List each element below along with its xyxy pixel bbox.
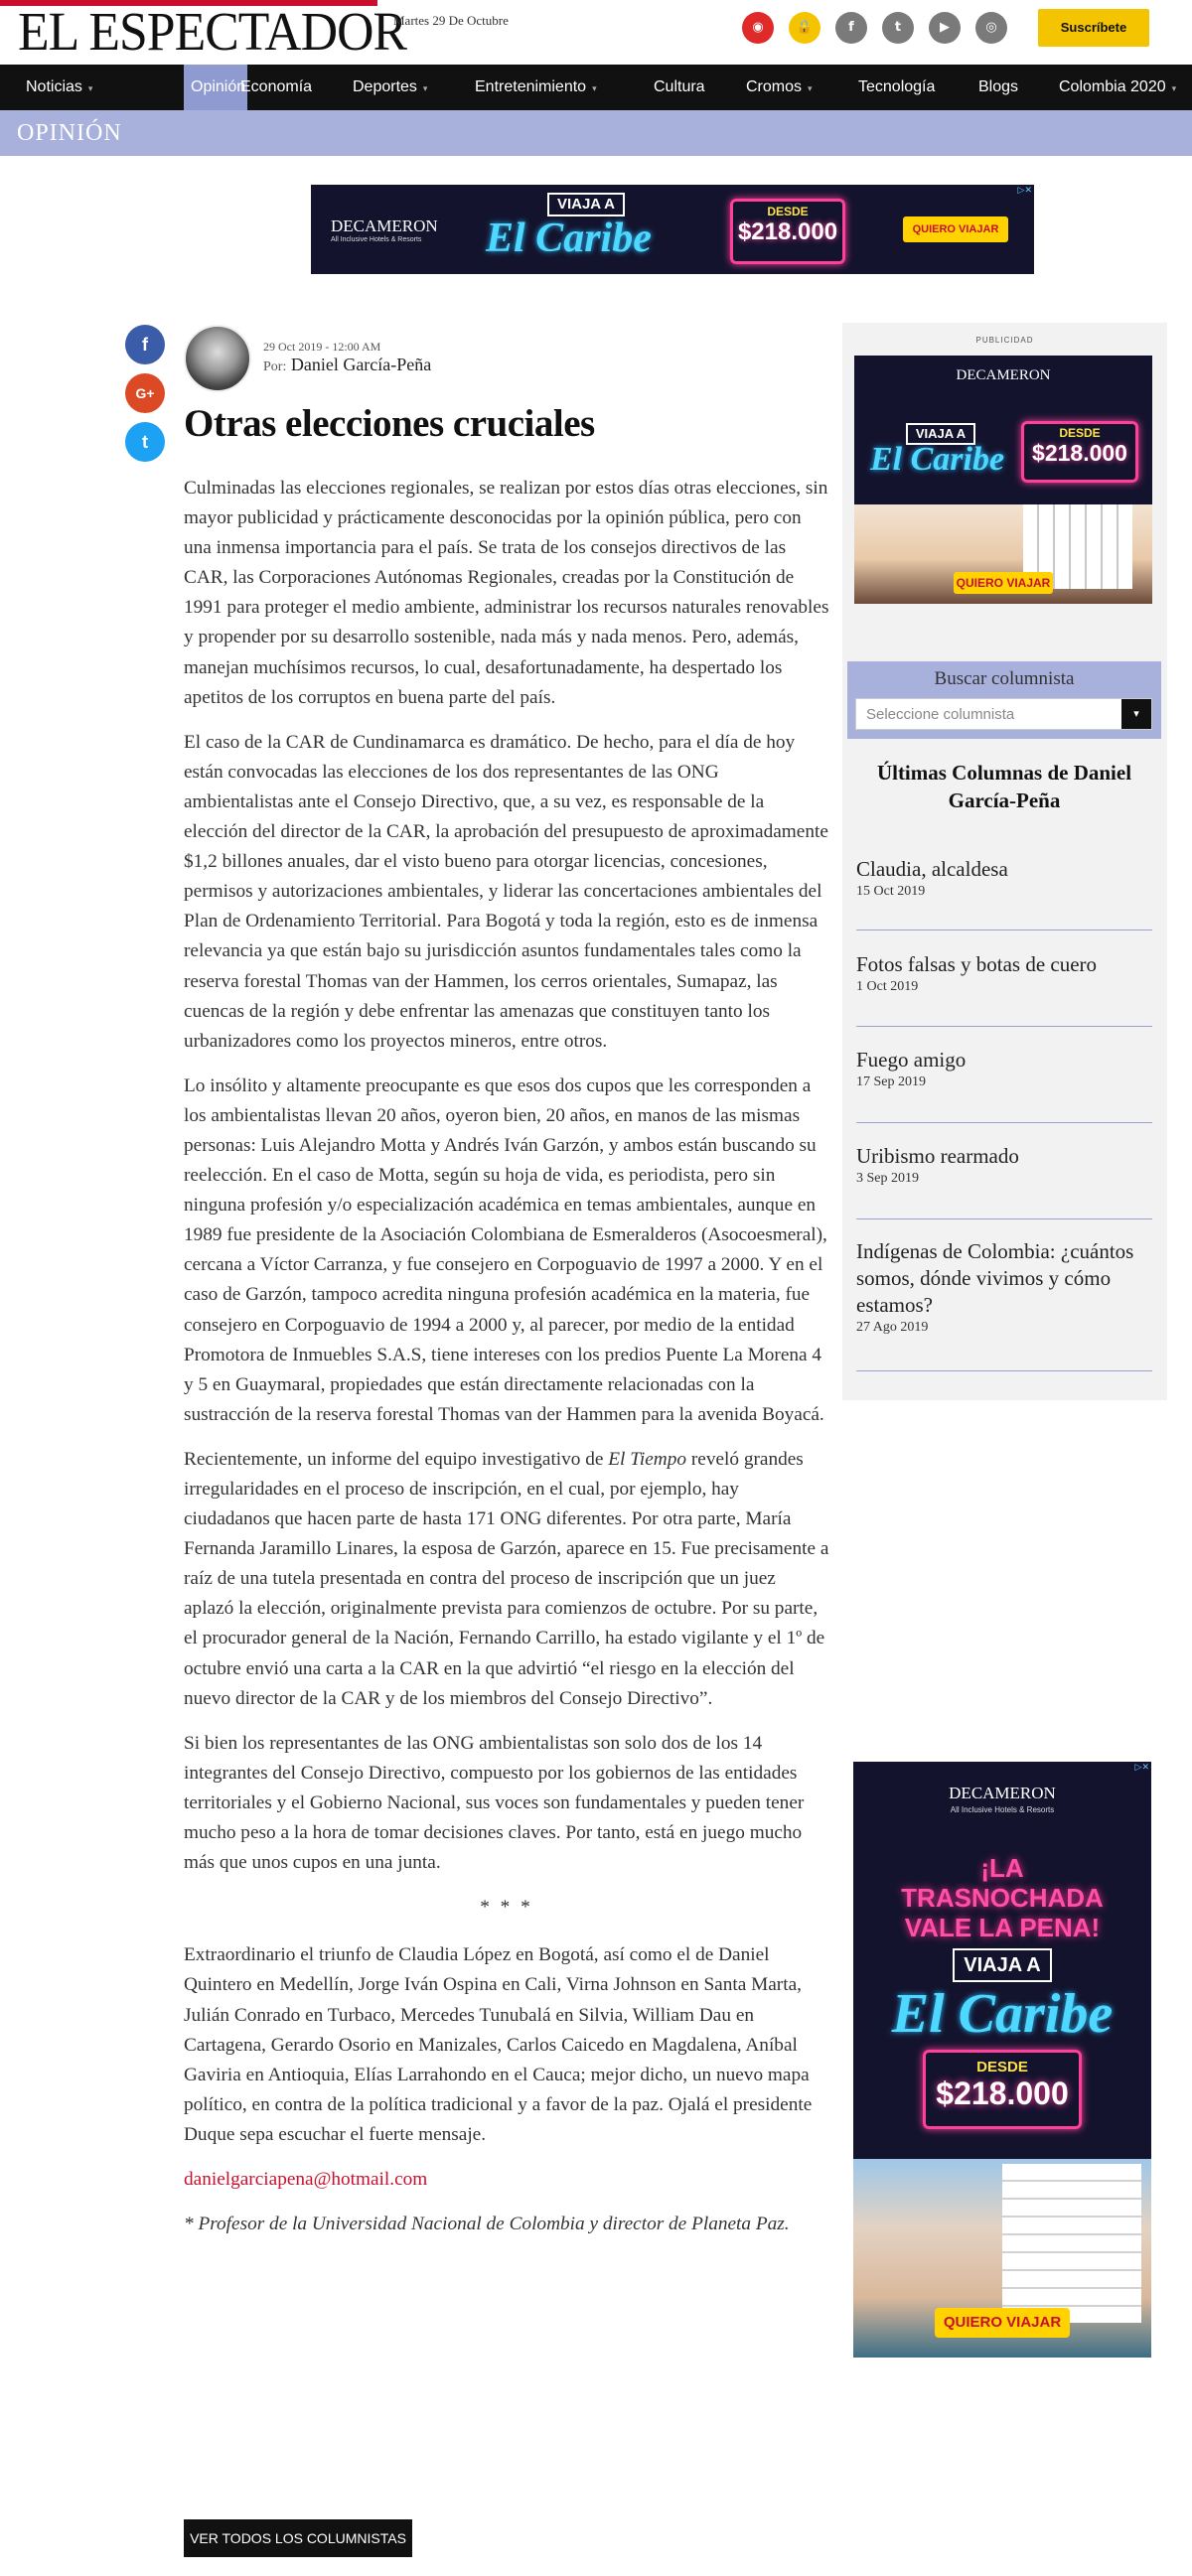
column-date: 15 Oct 2019: [856, 884, 926, 899]
article-paragraph: Culminadas las elecciones regionales, se realizan por estos días otras elecciones, sin mayor publicidad y prácticamente desconocidas por la opinión pública, pero con una inmensa importancia para el país. Se trata de los consejos directivos de las CAR, las Corporaciones Autónomas Regionales, creadas por la Constitución de 1991 para proteger el medio ambiente, administrar los recursos naturales renovables y propender por su desarrollo sostenible, nada más y nada menos. Pero, además, manejan muchísimos recursos, lo cual, desafortunadamente, ha despertado los apetitos de los corruptos en buena parte del país.: [184, 478, 829, 708]
ad-viaja: VIAJA A: [906, 423, 975, 445]
nav-item-cromos[interactable]: Cromos ▾: [746, 78, 813, 95]
ad-caribe: El Caribe: [870, 441, 1005, 478]
columnist-select-placeholder: Seleccione columnista: [866, 706, 1015, 723]
chevron-down-icon: ▾: [422, 83, 428, 93]
column-title[interactable]: Claudia, alcaldesa: [856, 857, 1008, 881]
author-email-link[interactable]: danielgarciapena@hotmail.com: [184, 2168, 428, 2190]
ad-price: $218.000: [936, 2075, 1069, 2111]
article-title: Otras elecciones cruciales: [184, 402, 595, 445]
article-paragraph: Extraordinario el triunfo de Claudia López en Bogotá, así como el de Daniel Quintero en Medellín, Jorge Iván Ospina en Cali, Virna Johnson en Santa Marta, Julián Conrado en Turbaco, Mercedes Tunubalá en Silvia, William Dau en Cartagena, Gerardo Osorio en Manizales, Carlos Caicedo en Magdalena, Aníbal Gaviria en Antioquia, Elías Larrahondo en el Cauca; mejor dicho, un nuevo mapa político, en contra de la política tradicional y a favor de la paz. Ojalá el presidente Duque sepa escuchar el fuerte mensaje.: [184, 1944, 813, 2145]
column-date: 3 Sep 2019: [856, 1171, 919, 1186]
column-item[interactable]: [856, 951, 1152, 995]
article-paragraph: Lo insólito y altamente preocupante es que esos dos cupos que les corresponden a los ambientalistas llevan 20 años, oyeron bien, 20 años, en manos de las mismas personas: Luis Alejandro Motta y Andrés Iván Garzón, y ambos están buscando su reelección. En el caso de Motta, según su hoja de vida, es periodista, pero sin ninguna profesión y/o especialización académica en temas ambientales, aunque en 1989 fue presidente de la Asociación Colombiana de Esmeralderos (Asocoesmeral), cercana a Víctor Carranza, y fue consejero en Corpoguavio de 1997 a 2000. Y en el caso de Garzón, tampoco acredita ninguna profesión académica en la materia, fue consejero en Corpoguavio de 1994 a 2000 y, al parecer, por medio de la entidad Promotora de Inmuebles S.A.S, tiene intereses con los predios Puente La Morena 4 y 5 en Guaymaral, propiedades que están directamente relacionadas con la sustracción de la reserva forestal Thomas van der Hammen para la avenida Boyacá.: [184, 1074, 827, 1425]
ad-brand: DECAMERON: [331, 216, 438, 235]
section-title: OPINIÓN: [17, 120, 122, 146]
chevron-down-icon: ▾: [808, 83, 813, 93]
instagram-stories-icon[interactable]: ◉: [742, 12, 774, 44]
column-item[interactable]: [856, 1238, 1152, 1336]
all-columnists-button[interactable]: VER TODOS LOS COLUMNISTAS: [184, 2519, 412, 2557]
youtube-icon[interactable]: ▶: [929, 12, 961, 44]
ad-cta-button[interactable]: QUIERO VIAJAR: [935, 2308, 1070, 2338]
main-nav: [0, 65, 1192, 110]
sidebar-ad[interactable]: [854, 356, 1152, 604]
ad-close-icon[interactable]: ▷✕: [1017, 186, 1032, 196]
columnist-search-title: Buscar columnista: [934, 668, 1075, 689]
instagram-icon[interactable]: ◎: [975, 12, 1007, 44]
ad-cta-button[interactable]: QUIERO VIAJAR: [903, 216, 1008, 242]
ad-price: $218.000: [1032, 440, 1127, 466]
ad-close-icon[interactable]: ▷✕: [1134, 1763, 1149, 1773]
nav-item-entretenimiento[interactable]: Entretenimiento ▾: [475, 78, 597, 95]
twitter-share-icon[interactable]: t: [125, 422, 165, 462]
column-item[interactable]: [856, 1143, 1152, 1187]
ad-price-frame: [730, 199, 845, 264]
column-title[interactable]: Fotos falsas y botas de cuero: [856, 952, 1098, 976]
ad-desde: DESDE: [1059, 426, 1101, 440]
chevron-down-icon: ▾: [592, 83, 597, 93]
nav-item-blogs[interactable]: Blogs: [978, 78, 1019, 95]
header-date: Martes 29 De Octubre: [393, 13, 509, 28]
facebook-share-icon[interactable]: f: [125, 325, 165, 364]
column-title[interactable]: Uribismo rearmado: [856, 1144, 1019, 1168]
nav-item-economia[interactable]: Economía: [240, 78, 313, 95]
ad-desde: DESDE: [976, 2059, 1028, 2075]
column-date: 17 Sep 2019: [856, 1074, 926, 1089]
site-logo[interactable]: EL ESPECTADOR: [18, 1, 407, 62]
nav-item-noticias[interactable]: Noticias ▾: [26, 78, 93, 95]
chevron-down-icon: ▾: [1171, 83, 1177, 93]
nav-item-colombia-2020[interactable]: Colombia 2020 ▾: [1059, 78, 1177, 95]
ad-desde: DESDE: [767, 205, 809, 218]
chevron-down-icon: ▾: [87, 83, 93, 93]
ad-viaja: VIAJA A: [547, 193, 625, 216]
google-plus-share-icon[interactable]: G+: [125, 373, 165, 413]
article-paragraph: Recientemente, un informe del equipo investigativo de El Tiempo reveló grandes irregularidades en el proceso de inscripción, en el cual, por ejemplo, hay ciudadanos que hacen parte de hasta 171 ONG diferentes. Por otra parte, María Fernanda Jaramillo Linares, la esposa de Garzón, aparece en 15. Fue precisamente a raíz de una tutela presentada en contra del proceso de inscripción que un juez aplazó la elección, originalmente prevista para comienzos de octubre. Por su parte, el procurador general de la Nación, Fernando Carrillo, ha estado vigilante y el 1º de octubre envió una carta a la CAR en la que advirtió “el riesgo en la elección del nuevo director de la CAR y de los miembros del Consejo Directivo”.: [184, 1448, 829, 1709]
article-paragraph: El caso de la CAR de Cundinamarca es dramático. De hecho, para el día de hoy están convocadas las elecciones de los dos representantes de las ONG ambientalistas ante el Consejo Directivo, que, a su vez, es responsable de la elección del director de la CAR, la aprobación del presupuesto de aproximadamente $1,2 billones anuales, dar el visto bueno para otorgar licencias, concesiones, permisos y autorizaciones ambientales, y liderar las concertaciones ambientales del Plan de Ordenamiento Territorial. Para Bogotá y toda la región, esto es de inmensa relevancia ya que están bajo su jurisdicción asuntos fundamentales tales como la reserva forestal Thomas van der Hammen, los cerros orientales, Sumapaz, las cuencas de la región y debe enfrentar las amenazas que constituyen tanto los urbanizadores como los proyectos mineros, entre otros.: [184, 731, 828, 1052]
facebook-icon[interactable]: f: [835, 12, 867, 44]
lock-icon[interactable]: 🔒: [789, 12, 820, 44]
ad-hotel-building: [1002, 2164, 1141, 2323]
article-paragraph: Si bien los representantes de las ONG ambientalistas son solo dos de los 14 integrantes del Consejo Directivo, compuesto por los gobiernos de las entidades territoriales y el Gobierno Nacional, sus voces son fundamentales y pueden tener mucho peso a la hora de tomar decisiones claves. Por tanto, está en juego mucho más que unos cupos en una junta.: [184, 1732, 805, 1874]
columnist-select[interactable]: [855, 698, 1152, 730]
section-bar: [0, 110, 1192, 156]
ad-brand-sub: All Inclusive Hotels & Resorts: [331, 236, 422, 243]
ad-brand-sub: All Inclusive Hotels & Resorts: [950, 1805, 1055, 1814]
author-note: * Profesor de la Universidad Nacional de Colombia y director de Planeta Paz.: [184, 2214, 790, 2235]
ad-headline: ¡LA TRASNOCHADA VALE LA PENA!: [901, 1853, 1104, 1942]
ad-label: PUBLICIDAD: [975, 336, 1034, 345]
ad-cta-button[interactable]: QUIERO VIAJAR: [954, 572, 1053, 594]
article-body: [184, 474, 829, 2254]
divider: [856, 1370, 1152, 1371]
byline-prefix: Por:: [263, 359, 287, 374]
column-date: 1 Oct 2019: [856, 979, 919, 994]
ad-brand: DECAMERON: [949, 1784, 1056, 1802]
author-avatar[interactable]: [184, 325, 251, 392]
column-item[interactable]: [856, 1047, 1152, 1090]
ad-caribe: El Caribe: [486, 215, 652, 261]
subscribe-button[interactable]: Suscríbete: [1038, 9, 1149, 47]
twitter-icon[interactable]: t: [882, 12, 914, 44]
ad-caribe: El Caribe: [891, 1983, 1114, 2045]
chevron-down-icon[interactable]: ▾: [1121, 699, 1151, 729]
nav-item-cultura[interactable]: Cultura: [654, 78, 705, 95]
nav-item-opinion[interactable]: Opinión: [191, 78, 246, 95]
ad-brand: DECAMERON: [956, 367, 1051, 383]
sidebar-skyscraper-ad[interactable]: [853, 1762, 1151, 2358]
latest-columns-title: Últimas Columnas de Daniel García-Peña: [876, 761, 1132, 812]
divider: [856, 1218, 1152, 1219]
column-title[interactable]: Fuego amigo: [856, 1048, 967, 1072]
divider: [856, 1026, 1152, 1027]
article-date: 29 Oct 2019 - 12:00 AM: [263, 340, 381, 354]
top-banner-ad[interactable]: [311, 185, 1034, 274]
byline: [263, 355, 431, 375]
column-date: 27 Ago 2019: [856, 1320, 929, 1335]
column-item[interactable]: [856, 856, 1152, 900]
ad-price: $218.000: [737, 218, 838, 245]
section-divider: * * *: [480, 1897, 533, 1919]
author-name[interactable]: Daniel García-Peña: [290, 355, 432, 374]
divider: [856, 1122, 1152, 1123]
ad-viaja: VIAJA A: [953, 1948, 1052, 1982]
nav-item-deportes[interactable]: Deportes ▾: [353, 78, 428, 95]
newspaper-name: El Tiempo: [608, 1448, 687, 1470]
nav-item-tecnologia[interactable]: Tecnología: [858, 78, 936, 95]
ad-price-frame: [923, 2050, 1082, 2129]
column-title[interactable]: Indígenas de Colombia: ¿cuántos somos, dónde vivimos y cómo estamos?: [856, 1239, 1134, 1317]
ad-price-frame: [1021, 421, 1138, 483]
